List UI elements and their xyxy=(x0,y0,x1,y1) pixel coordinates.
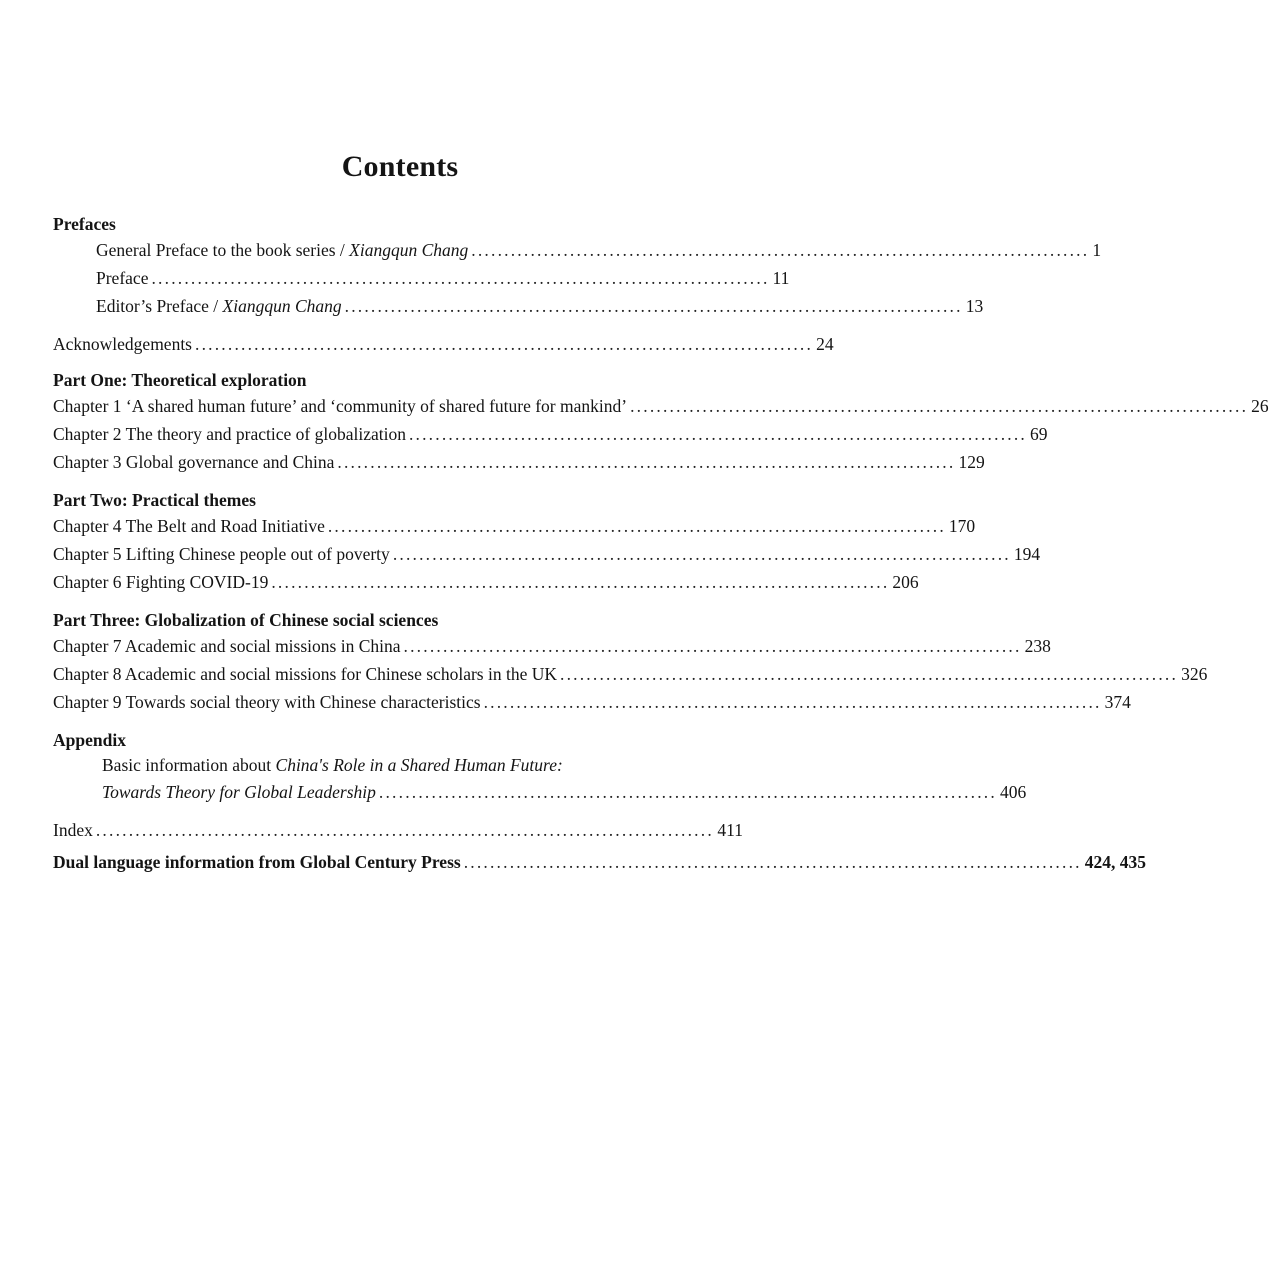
page-number: 13 xyxy=(965,296,984,316)
page-number: 11 xyxy=(772,268,790,288)
table-of-contents xyxy=(53,212,1269,876)
page-number: 424, 435 xyxy=(1084,852,1146,872)
toc-entry-acknowledgements: Acknowledgements .............................................................................................. 24 xyxy=(53,330,743,358)
page-number: 206 xyxy=(892,572,919,592)
page-number: 374 xyxy=(1104,692,1131,712)
dot-leader: .............................................................................................. xyxy=(560,664,1179,684)
toc-entry-chapter-9: Chapter 9 Towards social theory with Chinese characteristics .............................................................................................. 374 xyxy=(53,688,743,716)
page-number: 26 xyxy=(1251,396,1269,416)
dot-leader: .............................................................................................. xyxy=(195,334,814,354)
dot-leader: .............................................................................................. xyxy=(337,452,956,472)
page-number: 1 xyxy=(1092,240,1102,260)
dot-leader: .............................................................................................. xyxy=(408,424,1028,444)
section-heading-appendix: Appendix xyxy=(53,730,126,750)
page-number: 24 xyxy=(816,334,834,354)
page-number: 69 xyxy=(1030,424,1048,444)
dot-leader: .............................................................................................. xyxy=(463,852,1082,872)
page-number: 411 xyxy=(717,820,743,840)
appendix-line-1: Basic information about China's Role in a Shared Human Future: xyxy=(102,755,563,775)
toc-entry-chapter-2: Chapter 2 The theory and practice of globalization .............................................................................................. 69 xyxy=(53,420,743,448)
dot-leader: .............................................................................................. xyxy=(403,636,1022,656)
section-heading-prefaces: Prefaces xyxy=(53,214,116,234)
page-number: 170 xyxy=(948,516,976,536)
toc-entry-appendix: Towards Theory for Global Leadership .............................................................................................. 406 xyxy=(53,778,743,806)
page-number: 326 xyxy=(1181,664,1208,684)
toc-entry-chapter-1: Chapter 1 ‘A shared human future’ and ‘community of shared future for mankind’ .............................................................................................. 26 xyxy=(53,392,743,420)
section-heading-part-three: Part Three: Globalization of Chinese social sciences xyxy=(53,610,439,630)
toc-entry-index: Index .............................................................................................. 411 xyxy=(53,816,743,844)
dot-leader: .............................................................................................. xyxy=(483,692,1102,712)
toc-entry-general-preface: General Preface to the book series / Xiangqun Chang .............................................................................................. 1 xyxy=(53,236,743,264)
dot-leader: .............................................................................................. xyxy=(327,516,946,536)
page-title: Contents xyxy=(341,150,459,183)
toc-entry-chapter-6: Chapter 6 Fighting COVID-19 .............................................................................................. 206 xyxy=(53,568,743,596)
dot-leader: .............................................................................................. xyxy=(271,572,890,592)
dot-leader: .............................................................................................. xyxy=(344,296,963,316)
toc-entry-preface: Preface .............................................................................................. 11 xyxy=(53,264,743,292)
dot-leader: .............................................................................................. xyxy=(95,820,714,840)
section-heading-part-two: Part Two: Practical themes xyxy=(53,490,256,510)
toc-entry-dual-language: Dual language information from Global Century Press .............................................................................................. 424, 435 xyxy=(53,848,743,876)
page-number: 238 xyxy=(1024,636,1051,656)
page-number: 406 xyxy=(999,782,1027,802)
dot-leader: .............................................................................................. xyxy=(630,396,1249,416)
section-heading-part-one: Part One: Theoretical exploration xyxy=(53,370,307,390)
toc-entry-chapter-4: Chapter 4 The Belt and Road Initiative .............................................................................................. 170 xyxy=(53,512,743,540)
toc-entry-chapter-8: Chapter 8 Academic and social missions for Chinese scholars in the UK .............................................................................................. 326 xyxy=(53,660,743,688)
page-number: 129 xyxy=(958,452,985,472)
toc-entry-chapter-7: Chapter 7 Academic and social missions in China .............................................................................................. 238 xyxy=(53,632,743,660)
toc-entry-chapter-5: Chapter 5 Lifting Chinese people out of poverty .............................................................................................. 194 xyxy=(53,540,743,568)
dot-leader: .............................................................................................. xyxy=(378,782,997,802)
dot-leader: .............................................................................................. xyxy=(471,240,1090,260)
dot-leader: .............................................................................................. xyxy=(392,544,1011,564)
page-number: 194 xyxy=(1013,544,1041,564)
dot-leader: .............................................................................................. xyxy=(151,268,770,288)
toc-entry-chapter-3: Chapter 3 Global governance and China .............................................................................................. 129 xyxy=(53,448,743,476)
toc-entry-editors-preface: Editor’s Preface / Xiangqun Chang .............................................................................................. 13 xyxy=(53,292,743,320)
